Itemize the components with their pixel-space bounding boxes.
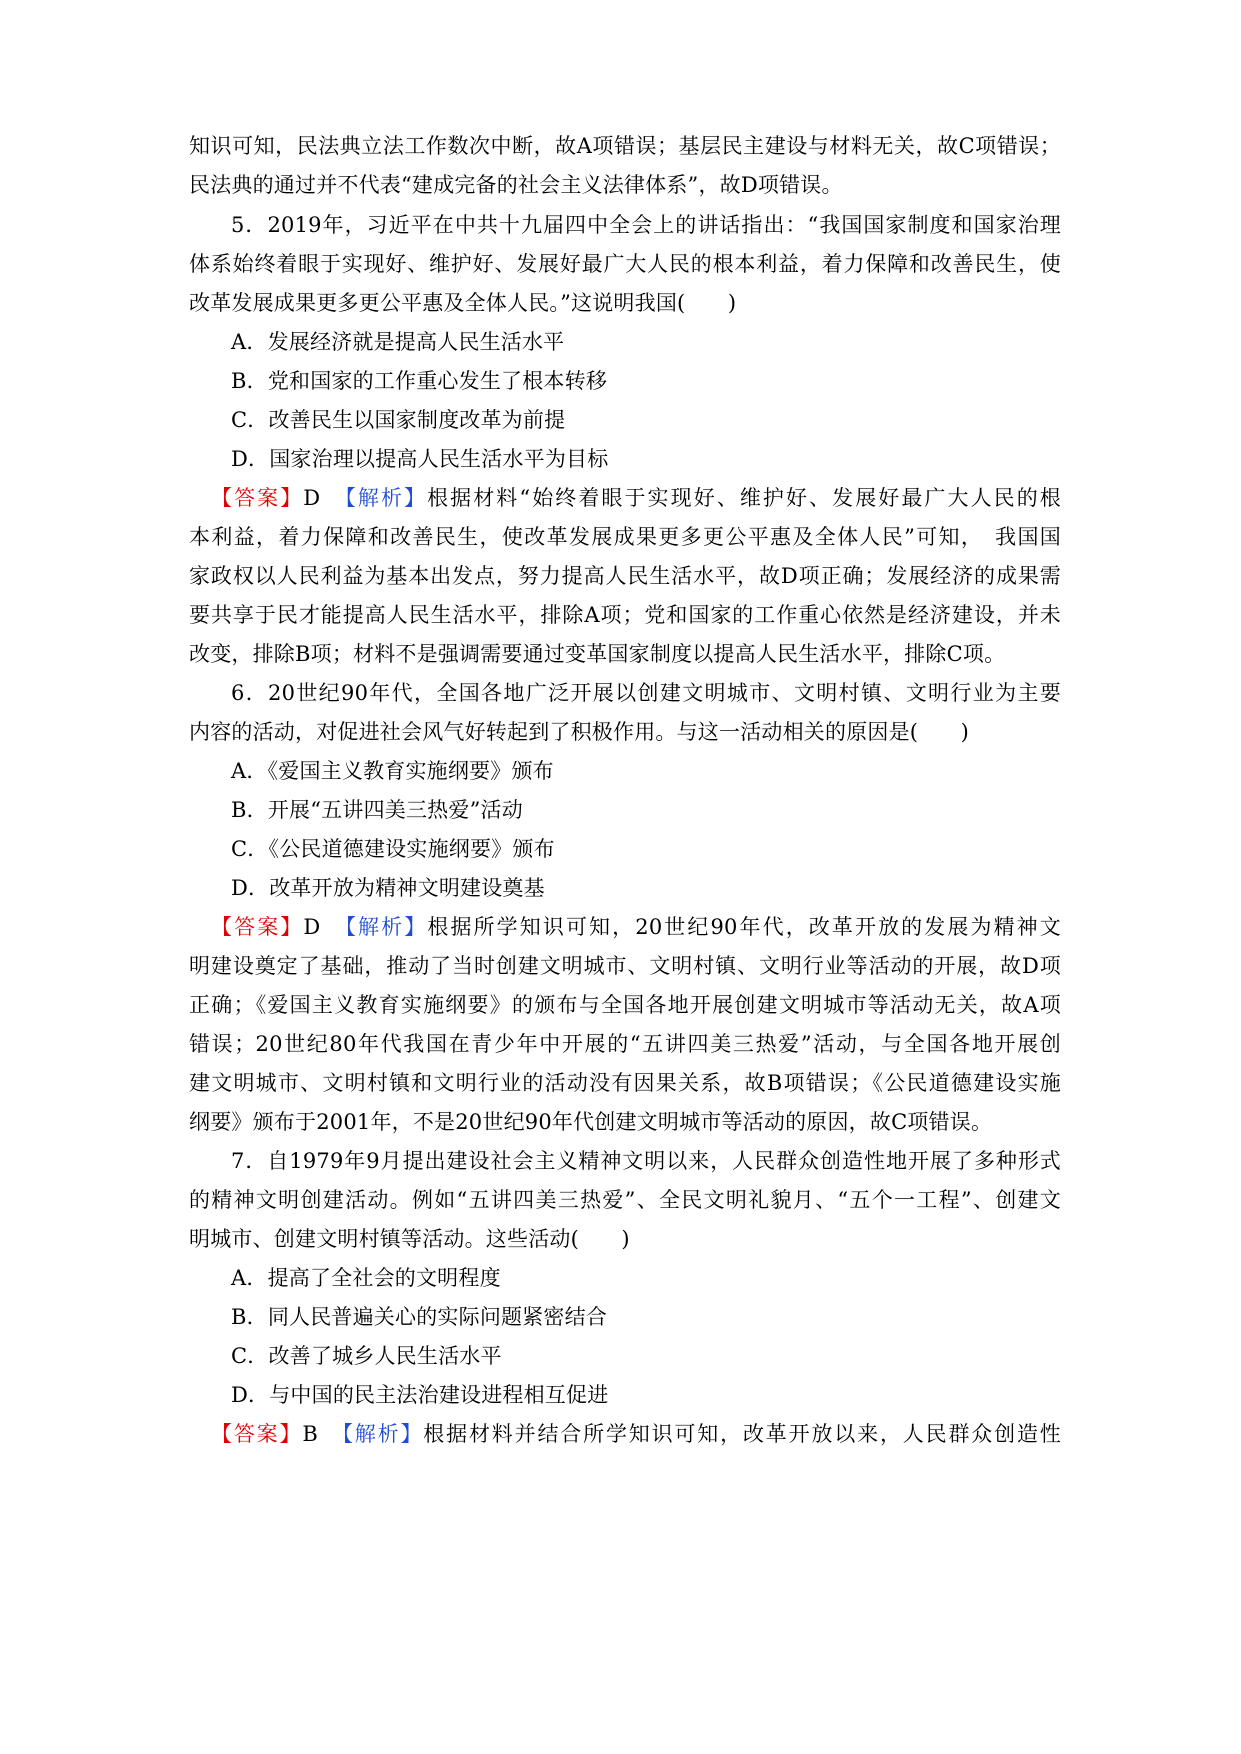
answer-value: D <box>303 486 321 510</box>
paragraph-line: 明建设奠定了基础，推动了当时创建文明城市、文明村镇、文明行业等活动的开展，故D项 <box>189 954 1061 978</box>
option-a: A．发展经济就是提高人民生活水平 <box>231 330 565 354</box>
paragraph-line: 错误；20世纪80年代我国在青少年中开展的“五讲四美三热爱”活动，与全国各地开展创 <box>189 1032 1061 1056</box>
analysis-text: 根据所学知识可知，20世纪90年代，改革开放的发展为精神文 <box>427 915 1061 939</box>
paragraph-line: 民法典的通过并不代表“建成完备的社会主义法律体系”，故D项错误。 <box>189 173 843 197</box>
paragraph-line: 内容的活动，对促进社会风气好转起到了积极作用。与这一活动相关的原因是( ) <box>189 720 969 744</box>
paragraph-line: 的精神文明创建活动。例如“五讲四美三热爱”、全民文明礼貌月、“五个一工程”、创建文 <box>189 1188 1061 1212</box>
answer-line <box>211 912 1061 942</box>
answer-label: 【答案】 <box>211 486 304 510</box>
option-c: C．改善民生以国家制度改革为前提 <box>231 408 566 432</box>
question-7-stem: 7．自1979年9月提出建设社会主义精神文明以来，人民群众创造性地开展了多种形式 <box>231 1149 1061 1173</box>
paragraph-line: 正确；《爱国主义教育实施纲要》的颁布与全国各地开展创建文明城市等活动无关，故A项 <box>189 993 1061 1017</box>
answer-value: B <box>302 1422 318 1446</box>
paragraph-line: 建文明城市、文明村镇和文明行业的活动没有因果关系，故B项错误；《公民道德建设实施 <box>189 1071 1061 1095</box>
option-b: B．同人民普遍关心的实际问题紧密结合 <box>231 1305 608 1329</box>
answer-value: D <box>303 915 321 939</box>
option-d: D．改革开放为精神文明建设奠基 <box>231 876 545 900</box>
option-d: D．国家治理以提高人民生活水平为目标 <box>231 447 609 471</box>
answer-label: 【答案】 <box>211 915 304 939</box>
analysis-label: 【解析】 <box>345 486 428 510</box>
paragraph-line: 本利益，着力保障和改善民生，使改革发展成果更多更公平惠及全体人民”可知， 我国国 <box>189 525 1061 549</box>
paragraph-line: 改革发展成果更多更公平惠及全体人民。”这说明我国( ) <box>189 291 737 315</box>
answer-line <box>211 483 1061 513</box>
option-a: A．提高了全社会的文明程度 <box>231 1266 501 1290</box>
analysis-text: 根据材料并结合所学知识可知，改革开放以来，人民群众创造性 <box>423 1422 1061 1446</box>
option-d: D．与中国的民主法治建设进程相互促进 <box>231 1383 609 1407</box>
option-b: B．开展“五讲四美三热爱”活动 <box>231 798 523 822</box>
analysis-text: 根据材料“始终着眼于实现好、维护好、发展好最广大人民的根 <box>427 486 1061 510</box>
paragraph-line: 体系始终着眼于实现好、维护好、发展好最广大人民的根本利益，着力保障和改善民生，使 <box>189 252 1061 276</box>
analysis-label: 【解析】 <box>345 915 428 939</box>
answer-line <box>211 1419 1061 1449</box>
analysis-label: 【解析】 <box>342 1422 424 1446</box>
question-6-stem: 6．20世纪90年代，全国各地广泛开展以创建文明城市、文明村镇、文明行业为主要 <box>231 681 1061 705</box>
paragraph-line: 明城市、创建文明村镇等活动。这些活动( ) <box>189 1227 630 1251</box>
question-5-stem: 5．2019年，习近平在中共十九届四中全会上的讲话指出：“我国国家制度和国家治理 <box>231 213 1061 237</box>
paragraph-line: 纲要》颁布于2001年，不是20世纪90年代创建文明城市等活动的原因，故C项错误。 <box>189 1110 993 1134</box>
paragraph-line: 知识可知，民法典立法工作数次中断，故A项错误；基层民主建设与材料无关，故C项错误； <box>189 134 1061 158</box>
option-a: A．《爱国主义教育实施纲要》颁布 <box>231 759 554 783</box>
option-c: C．《公民道德建设实施纲要》颁布 <box>231 837 555 861</box>
option-c: C．改善了城乡人民生活水平 <box>231 1344 502 1368</box>
paragraph-line: 改变，排除B项；材料不是强调需要通过变革国家制度以提高人民生活水平，排除C项。 <box>189 642 1006 666</box>
paragraph-line: 要共享于民才能提高人民生活水平，排除A项；党和国家的工作重心依然是经济建设，并未 <box>189 603 1061 627</box>
paragraph-line: 家政权以人民利益为基本出发点，努力提高人民生活水平，故D项正确；发展经济的成果需 <box>189 564 1061 588</box>
option-b: B．党和国家的工作重心发生了根本转移 <box>231 369 608 393</box>
answer-label: 【答案】 <box>211 1422 303 1446</box>
